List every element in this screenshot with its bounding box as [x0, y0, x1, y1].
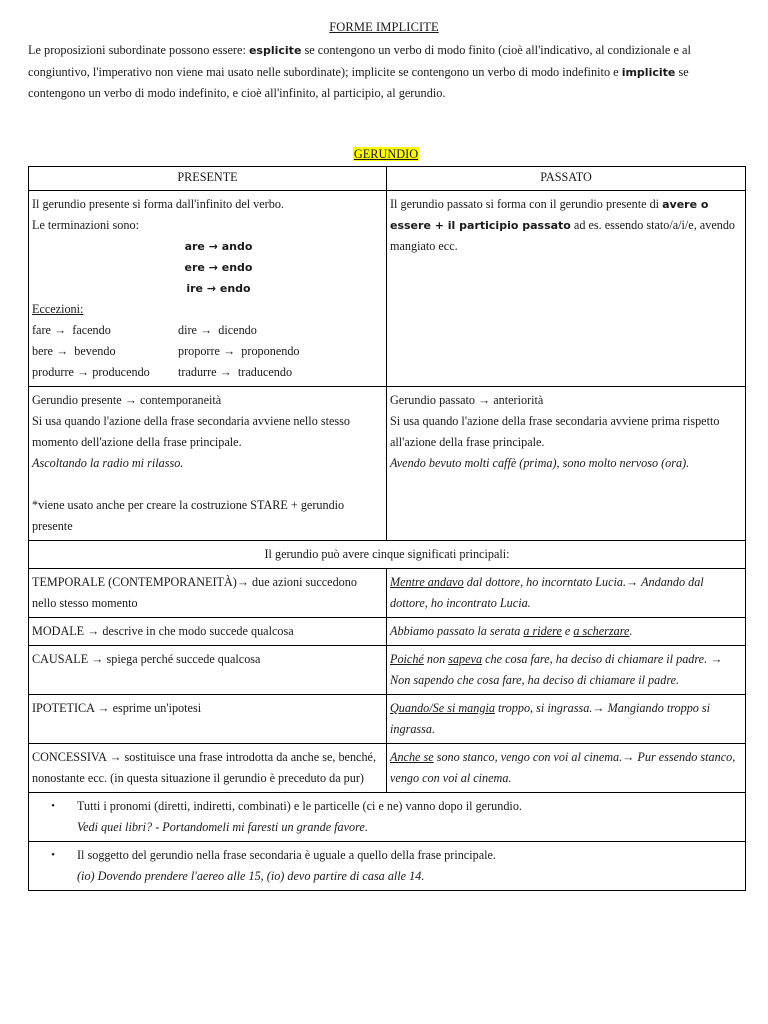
- meaning-example: [387, 744, 746, 793]
- usage-presente-cell: [29, 387, 387, 541]
- example-underlined: Anche se: [390, 750, 434, 764]
- meaning-row-ipotetica: [29, 695, 746, 744]
- gerundio-table: [28, 166, 746, 891]
- formation-presente-line2: Le terminazioni sono:: [32, 218, 139, 232]
- header-presente: PRESENTE: [29, 167, 387, 191]
- formation-passato-text-2: ad es. essendo stato/a/i/e, avendo mangiato ecc.: [390, 218, 736, 253]
- note-cell: [29, 793, 746, 842]
- meaning-row-causale: [29, 646, 746, 695]
- ending-ere: ere → endo: [184, 261, 253, 274]
- note-text: Tutti i pronomi (diretti, indiretti, combinati) e le particelle (ci e ne) vanno dopo il gerundio.: [77, 799, 522, 813]
- example-text: e: [561, 624, 574, 638]
- note-row: [29, 793, 746, 842]
- formation-row: [29, 191, 746, 387]
- example-text: .: [629, 624, 633, 638]
- note-bullet: [29, 796, 742, 838]
- usage-presente-example: Ascoltando la radio mi rilasso.: [32, 456, 184, 470]
- formation-presente-line1: Il gerundio presente si forma dall'infinito del verbo.: [32, 197, 284, 211]
- meaning-example: [387, 569, 746, 618]
- formation-passato-kw2: essere + il participio passato: [390, 219, 571, 232]
- exception-dire: dire → dicendo: [178, 323, 257, 337]
- meaning-example: [387, 695, 746, 744]
- ending-ire: ire → endo: [186, 282, 251, 295]
- meaning-label: IPOTETICA → esprime un'ipotesi: [29, 695, 387, 744]
- spacer: [32, 474, 383, 495]
- bullet-icon: •: [51, 849, 55, 861]
- note-body: [77, 796, 742, 838]
- exception-row: [32, 320, 383, 341]
- meanings-title-row: [29, 541, 746, 569]
- example-text: che cosa fare, ha deciso di chiamare il padre. → Non sapendo che cosa fare, ha deciso di chiamare il padre.: [390, 652, 723, 687]
- section-title: [0, 147, 768, 162]
- note-row: [29, 842, 746, 891]
- formation-passato-cell: [387, 191, 746, 387]
- meaning-row-modale: [29, 618, 746, 646]
- meanings-title: Il gerundio può avere cinque significati principali:: [29, 541, 746, 569]
- usage-presente-line2: Si usa quando l'azione della frase secondaria avviene nello stesso momento dell'azione della frase principale.: [32, 414, 350, 449]
- note-cell: [29, 842, 746, 891]
- example-underlined: Mentre andavo: [390, 575, 464, 589]
- example-underlined: a ridere: [523, 624, 562, 638]
- formation-presente-cell: [29, 191, 387, 387]
- meaning-label: CONCESSIVA → sostituisce una frase introdotta da anche se, benché, nonostante ecc. (in questa situazione il gerundio è preceduto da pur): [29, 744, 387, 793]
- keyword-implicite: implicite: [621, 65, 676, 79]
- meaning-label: MODALE → descrive in che modo succede qualcosa: [29, 618, 387, 646]
- ending-are: are → ando: [184, 240, 253, 253]
- example-underlined: a scherzare: [573, 624, 630, 638]
- meaning-example: [387, 618, 746, 646]
- formation-passato-text-1: Il gerundio passato si forma con il gerundio presente di: [390, 197, 663, 211]
- exception-row: [32, 362, 383, 383]
- example-underlined: sapeva: [448, 652, 483, 666]
- intro-text-3: se contengono un verbo di modo indefinito, e cioè all'infinito, al participio, al gerundio.: [28, 64, 689, 101]
- note-text: Il soggetto del gerundio nella frase secondaria è uguale a quello della frase principale.: [77, 848, 496, 862]
- section-title-text: GERUNDIO: [353, 147, 419, 161]
- example-text: Abbiamo passato la serata: [390, 624, 524, 638]
- usage-row: [29, 387, 746, 541]
- example-text: dal dottore, ho incorntato Lucia.→ Andando dal dottore, ho incontrato Lucia.: [390, 575, 704, 610]
- note-body: [77, 845, 742, 887]
- note-example: Vedi quei libri? - Portandomeli mi faresti un grande favore.: [77, 820, 368, 834]
- bullet-icon: •: [51, 800, 55, 812]
- example-text: troppo, si ingrassa.→ Mangiando troppo si ingrassa.: [390, 701, 711, 736]
- keyword-esplicite: esplicite: [248, 44, 302, 57]
- usage-passato-cell: [387, 387, 746, 541]
- meaning-row-temporale: [29, 569, 746, 618]
- exception-proporre: proporre → proponendo: [178, 344, 300, 358]
- example-underlined: Quando/Se si mangia: [390, 701, 495, 715]
- exception-fare: fare → facendo: [32, 323, 111, 337]
- header-passato: PASSATO: [387, 167, 746, 191]
- exception-tradurre: tradurre → traducendo: [178, 365, 293, 379]
- note-bullet: [29, 845, 742, 887]
- note-example: (io) Dovendo prendere l'aereo alle 15, (io) devo partire di casa alle 14.: [77, 869, 425, 883]
- page-title: FORME IMPLICITE: [329, 20, 439, 34]
- intro-text-1: Le proposizioni subordinate possono essere:: [28, 43, 249, 57]
- meaning-label: TEMPORALE (CONTEMPORANEITÀ)→ due azioni succedono nello stesso momento: [29, 569, 387, 618]
- exception-bere: bere → bevendo: [32, 344, 116, 358]
- intro-paragraph: [28, 40, 740, 105]
- example-text: sono stanco, vengo con voi al cinema.→ Pur essendo stanco, vengo con voi al cinema.: [390, 750, 736, 785]
- exceptions-label: Eccezioni:: [32, 302, 84, 316]
- exception-row: [32, 341, 383, 362]
- usage-presente-line1: Gerundio presente → contemporaneità: [32, 393, 222, 407]
- example-underlined: Poiché: [390, 652, 424, 666]
- usage-presente-note: *viene usato anche per creare la costruzione STARE + gerundio presente: [32, 498, 345, 533]
- meaning-label: CAUSALE → spiega perché succede qualcosa: [29, 646, 387, 695]
- exception-produrre: produrre → producendo: [32, 365, 150, 379]
- meaning-example: [387, 646, 746, 695]
- usage-passato-example: Avendo bevuto molti caffè (prima), sono molto nervoso (ora).: [390, 456, 690, 470]
- usage-passato-line2: Si usa quando l'azione della frase secondaria avviene prima rispetto all'azione della frase principale.: [390, 414, 720, 449]
- intro-text-2: se contengono un verbo di modo finito (cioè all'indicativo, al condizionale e al congiuntivo, l'imperativo non viene mai usato nelle subordinate); implicite se contengono un verbo di modo indefinito e: [28, 43, 691, 79]
- usage-passato-line1: Gerundio passato → anteriorità: [390, 393, 544, 407]
- meaning-row-concessiva: [29, 744, 746, 793]
- formation-passato-kw1: avere o: [662, 198, 709, 211]
- example-text: non: [423, 652, 449, 666]
- header-row: [29, 167, 746, 191]
